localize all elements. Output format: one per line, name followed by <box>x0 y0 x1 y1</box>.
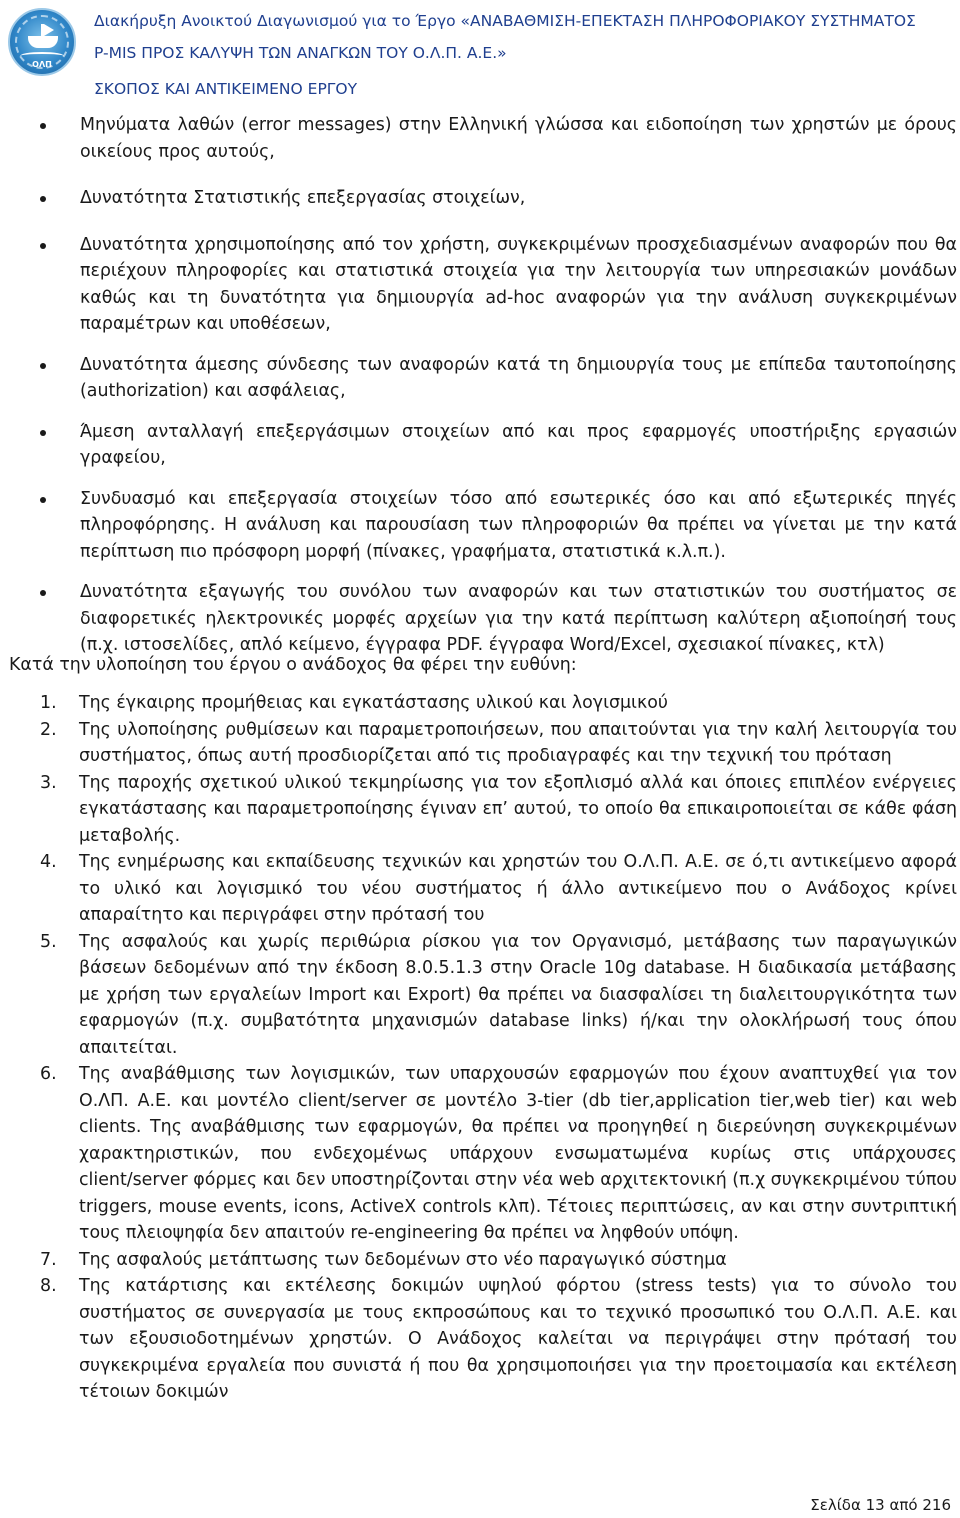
bullet-icon <box>40 196 46 202</box>
bullet-item <box>0 112 960 165</box>
item-number: 8. <box>40 1276 57 1296</box>
bullet-item <box>0 486 960 566</box>
logo-text: ΟΛΠ <box>32 60 52 69</box>
header-title-line2: P-MIS ΠΡΟΣ ΚΑΛΥΨΗ ΤΩΝ ΑΝΑΓΚΩΝ ΤΟΥ Ο.Λ.Π. Α.Ε.» <box>94 44 507 62</box>
bullet-item <box>0 185 960 212</box>
bullet-text: Δυνατότητα άμεσης σύνδεσης των αναφορών κατά τη δημιουργία τους με επίπεδα ταυτοποίησης (authorization) και ασφάλειας, <box>80 354 957 401</box>
item-number: 5. <box>40 931 57 952</box>
bullet-text: Δυνατότητα χρησιμοποίησης από τον χρήστη, συγκεκριμένων προσχεδιασμένων αναφορών που θα περιέχουν πληροφορίες και στατιστικά στοιχεία για την λειτουργία των υπηρεσιακών μονάδων καθώς και τη δυνατότητα για δημιουργία ad-hoc αναφορών για την ανάλυση συγκεκριμένων παραμέτρων και υποθέσεων, <box>80 234 957 334</box>
bullet-text: Άμεση ανταλλαγή επεξεργάσιμων στοιχείων από και προς εφαρμογές υποστήριξης εργασιών γραφείου, <box>80 421 957 468</box>
numbered-item <box>0 770 960 850</box>
item-number: 1. <box>40 693 57 713</box>
numbered-item <box>0 1247 960 1274</box>
bullet-item <box>0 579 960 659</box>
header-title-line1: Διακήρυξη Ανοικτού Διαγωνισμού για το Έργο «ΑΝΑΒΑΘΜΙΣΗ-ΕΠΕΚΤΑΣΗ ΠΛΗΡΟΦΟΡΙΑΚΟΥ ΣΥΣΤΗΜΑΤΟΣ <box>94 12 916 30</box>
numbered-item <box>0 690 960 717</box>
item-number: 7. <box>40 1249 57 1270</box>
bullet-text: Δυνατότητα Στατιστικής επεξεργασίας στοιχείων, <box>80 188 526 208</box>
numbered-item <box>0 717 960 770</box>
logo-sail <box>44 24 54 36</box>
item-text: Της έγκαιρης προμήθειας και εγκατάστασης υλικού και λογισμικού <box>79 693 668 713</box>
bullet-icon <box>40 243 46 249</box>
item-number: 2. <box>40 719 57 740</box>
numbered-item <box>0 1061 960 1247</box>
item-text: Της υλοποίησης ρυθμίσεων και παραμετροποιήσεων, που απαιτούνται για την καλή λειτουργία του συστήματος, όπως αυτή προσδιορίζεται από τις προδιαγραφές και την τεχνική του πρόταση <box>79 719 957 766</box>
bullet-icon <box>40 123 46 129</box>
bullet-item <box>0 419 960 472</box>
olp-logo <box>8 8 76 76</box>
item-text: Της κατάρτισης και εκτέλεσης δοκιμών υψηλού φόρτου (stress tests) για το σύνολο του συστήματος σε συνεργασία με τους εκπροσώπους και το τεχνικό προσωπικό του Ο.Λ.Π. Α.Ε. και των εξουσιοδοτημένων χρηστών. Ο Ανάδοχος καλείται να περιγράψει στην πρότασή του συγκεκριμένα εργαλεία που συνιστά ή που θα χρησιμοποιήσει για την προετοιμασία και εκτέλεση τέτοιων δοκιμών <box>79 1276 957 1402</box>
bullet-item <box>0 232 960 338</box>
bullet-item <box>0 352 960 405</box>
requirements-bullet-list <box>0 112 960 659</box>
item-number: 6. <box>40 1064 57 1084</box>
item-text: Της αναβάθμισης των λογισμικών, των υπαρχουσών εφαρμογών που έχουν αναπτυχθεί για τον Ο.ΛΠ. Α.Ε. και μοντέλο client/server σε μοντέλο 3-tier (db tier,application tier,web tier) και web clients. Της αναβάθμισης των εφαρμογών, θα πρέπει να προηγηθεί η διερεύνηση συγκεκριμένων χαρακτηριστικών, που ενδεχομένως υπάρχουν ενσωματωμένα κυρίως στις υπάρχουσες client/server φόρμες και δεν υποστηρίζονται στην νέα web αρχιτεκτονική (π.χ συγκεκριμένου τύπου triggers, mouse events, icons, ActiveX controls κλπ). Τέτοιες περιπτώσεις, αν και στην συντριπτική τους πλειοψηφία δεν απαιτούν re-engineering θα πρέπει να ληφθούν υπόψη. <box>79 1064 957 1243</box>
item-text: Της παροχής σχετικού υλικού τεκμηρίωσης για τον εξοπλισμό αλλά και όποιες επιπλέον ενέργειες εγκατάστασης και παραμετροποίησης έγιναν επ’ αυτού, το οποίο θα επικαιροποιείται σε κάθε φάση μεταβολής. <box>79 772 957 846</box>
responsibilities-intro: Κατά την υλοποίηση του έργου ο ανάδοχος θα φέρει την ευθύνη: <box>9 655 577 675</box>
section-title: ΣΚΟΠΟΣ ΚΑΙ ΑΝΤΙΚΕΙΜΕΝΟ ΕΡΓΟΥ <box>94 80 358 98</box>
item-text: Της ασφαλούς και χωρίς περιθώρια ρίσκου για τον Οργανισμό, μετάβασης των παραγωγικών βάσεων δεδομένων από την έκδοση 8.0.5.1.3 στην Oracle 10g database. Η διαδικασία μετάβασης με χρήση των εργαλείων Import και Export) θα πρέπει να διασφαλίσει τη διαλειτουργικότητα των εφαρμογών (π.χ. συμβατότητα μηχανισμών database links) ή/και την ολοκλήρωσή τους όπου απαιτείται. <box>79 931 957 1058</box>
bullet-text: Συνδυασμό και επεξεργασία στοιχείων τόσο από εσωτερικές όσο και από εξωτερικές πηγές πληροφόρησης. Η ανάλυση και παρουσίαση των πληροφοριών θα πρέπει να γίνεται με την κατά περίπτωση πιο πρόσφορη μορφή (πίνακες, γραφήματα, στατιστικά κ.λ.π.). <box>80 488 957 562</box>
responsibilities-numbered-list <box>0 690 960 1406</box>
item-text: Της ενημέρωσης και εκπαίδευσης τεχνικών και χρηστών του Ο.Λ.Π. Α.Ε. σε ό,τι αντικείμενο αφορά το υλικό και λογισμικό του νέου συστήματος ή άλλο αντικείμενο που ο Ανάδοχος κρίνει απαραίτητο και περιγράφει στην πρότασή του <box>79 852 957 925</box>
item-text: Της ασφαλούς μετάπτωσης των δεδομένων στο νέο παραγωγικό σύστημα <box>79 1249 727 1270</box>
bullet-icon <box>40 497 46 503</box>
bullet-icon <box>40 430 46 436</box>
bullet-text: Μηνύματα λαθών (error messages) στην Ελληνική γλώσσα και ειδοποίηση των χρηστών με όρους οικείους προς αυτούς, <box>80 115 957 162</box>
page-number: Σελίδα 13 από 216 <box>810 1496 951 1514</box>
item-number: 4. <box>40 852 57 872</box>
bullet-text: Δυνατότητα εξαγωγής του συνόλου των αναφορών και των στατιστικών του συστήματος σε διαφορετικές ηλεκτρονικές μορφές αρχείων για την κατά περίπτωση καλύτερη αξιοποίησή τους (π.χ. ιστοσελίδες, απλό κείμενο, έγγραφα PDF. έγγραφα Word/Excel, σχεσιακοί πίνακες, κτλ) <box>80 582 957 655</box>
item-number: 3. <box>40 772 57 793</box>
numbered-item <box>0 849 960 929</box>
numbered-item <box>0 929 960 1062</box>
logo-ship-icon <box>28 36 58 48</box>
logo-waves <box>20 52 64 60</box>
bullet-icon <box>40 363 46 369</box>
bullet-icon <box>40 590 46 596</box>
numbered-item <box>0 1273 960 1406</box>
